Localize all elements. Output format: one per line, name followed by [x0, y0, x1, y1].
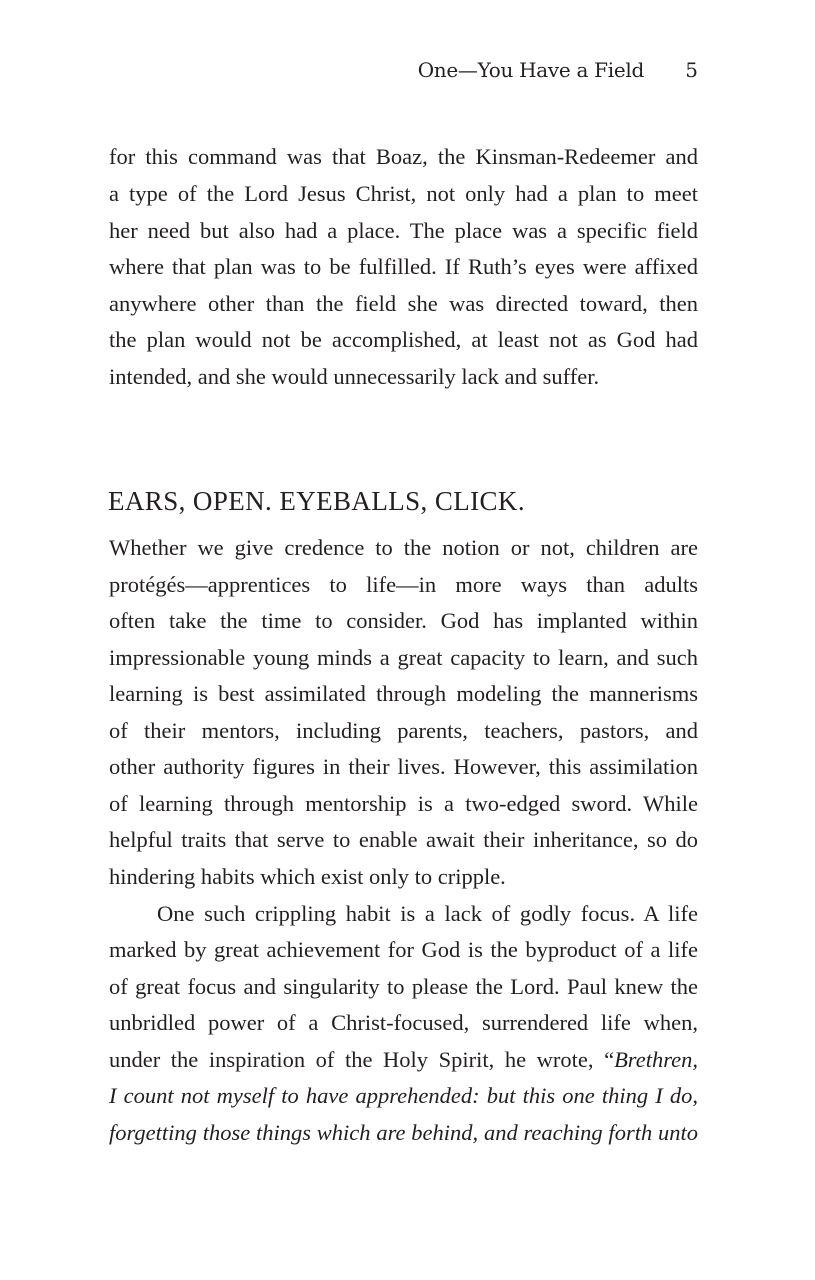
text-line: marked by great achievement for God is the byproduct of a life — [109, 937, 698, 962]
text-line: of great focus and singularity to please the Lord. Paul knew the — [109, 974, 698, 999]
text-line: intended, and she would unnecessarily lack and suffer. — [109, 364, 600, 389]
text-line: her need but also had a place. The place was a specific field — [109, 218, 698, 243]
chapter-title: One—You Have a Field — [417, 58, 644, 82]
text-line: anywhere other than the field she was directed toward, then — [109, 291, 698, 316]
text-line: often take the time to consider. God has implanted within — [109, 608, 698, 633]
text-line: of learning through mentorship is a two-edged sword. While — [109, 791, 698, 816]
page-number: 5 — [685, 58, 698, 82]
running-head — [300, 58, 698, 88]
text-line: helpful traits that serve to enable await their inheritance, so do — [109, 827, 698, 852]
text-line: protégés—apprentices to life—in more ways than adults — [109, 572, 698, 597]
text-line: of their mentors, including parents, teachers, pastors, and — [109, 718, 698, 743]
roman-text: under the inspiration of the Holy Spirit, he wrote, “ — [109, 1047, 615, 1072]
text-line: for this command was that Boaz, the Kinsman-Redeemer and — [109, 144, 698, 169]
text-line: One such crippling habit is a lack of godly focus. A life — [157, 901, 698, 926]
text-line: unbridled power of a Christ-focused, surrendered life when, — [109, 1010, 698, 1035]
text-line: hindering habits which exist only to cripple. — [109, 864, 506, 889]
quote-start: Brethren, — [614, 1047, 698, 1072]
text-line: where that plan was to be fulfilled. If Ruth’s eyes were affixed — [109, 254, 698, 279]
text-line-with-quote — [109, 1045, 698, 1075]
text-line: impressionable young minds a great capacity to learn, and such — [109, 645, 698, 670]
text-line: Whether we give credence to the notion or not, children are — [109, 535, 698, 560]
section-heading: EARS, OPEN. EYEBALLS, CLICK. — [108, 486, 525, 516]
text-line: learning is best assimilated through modeling the mannerisms — [109, 681, 698, 706]
text-line: the plan would not be accomplished, at least not as God had — [109, 327, 698, 352]
quote-line: I count not myself to have apprehended: but this one thing I do, — [109, 1083, 698, 1108]
text-line: other authority figures in their lives. However, this assimilation — [109, 754, 698, 779]
quote-line: forgetting those things which are behind, and reaching forth unto — [109, 1120, 698, 1145]
text-line: a type of the Lord Jesus Christ, not only had a plan to meet — [109, 181, 698, 206]
